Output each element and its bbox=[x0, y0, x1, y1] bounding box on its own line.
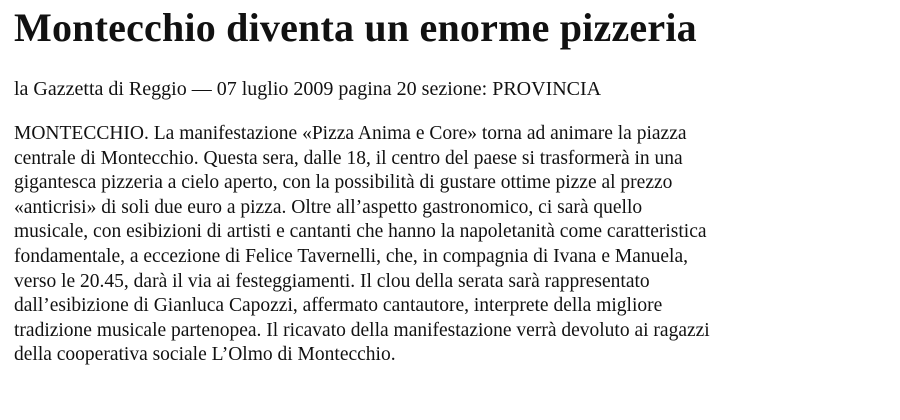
body-line: tradizione musicale partenopea. Il ricavato della manifestazione verrà devoluto ai ragazzi bbox=[14, 319, 710, 341]
body-line: «anticrisi» di soli due euro a pizza. Oltre all’aspetto gastronomico, ci sarà quello bbox=[14, 196, 643, 218]
body-line: centrale di Montecchio. Questa sera, dalle 18, il centro del paese si trasformerà in una bbox=[14, 147, 683, 169]
article-body bbox=[14, 122, 888, 368]
body-line: fondamentale, a eccezione di Felice Tavernelli, che, in compagnia di Ivana e Manuela, bbox=[14, 245, 688, 267]
body-line: MONTECCHIO. La manifestazione «Pizza Anima e Core» torna ad animare la piazza bbox=[14, 123, 687, 144]
body-line: musicale, con esibizioni di artisti e cantanti che hanno la napoletanità come caratteristica bbox=[14, 221, 707, 243]
body-line: gigantesca pizzeria a cielo aperto, con la possibilità di gustare ottime pizze al prezzo bbox=[14, 172, 673, 194]
body-line: dall’esibizione di Gianluca Capozzi, affermato cantautore, interprete della migliore bbox=[14, 295, 663, 317]
body-line: della cooperativa sociale L’Olmo di Montecchio. bbox=[14, 344, 396, 366]
article-headline: Montecchio diventa un enorme pizzeria bbox=[14, 5, 697, 50]
body-line: verso le 20.45, darà il via ai festeggiamenti. Il clou della serata sarà rappresentato bbox=[14, 270, 650, 292]
article-source-line: la Gazzetta di Reggio — 07 luglio 2009 pagina 20 sezione: PROVINCIA bbox=[14, 78, 602, 100]
